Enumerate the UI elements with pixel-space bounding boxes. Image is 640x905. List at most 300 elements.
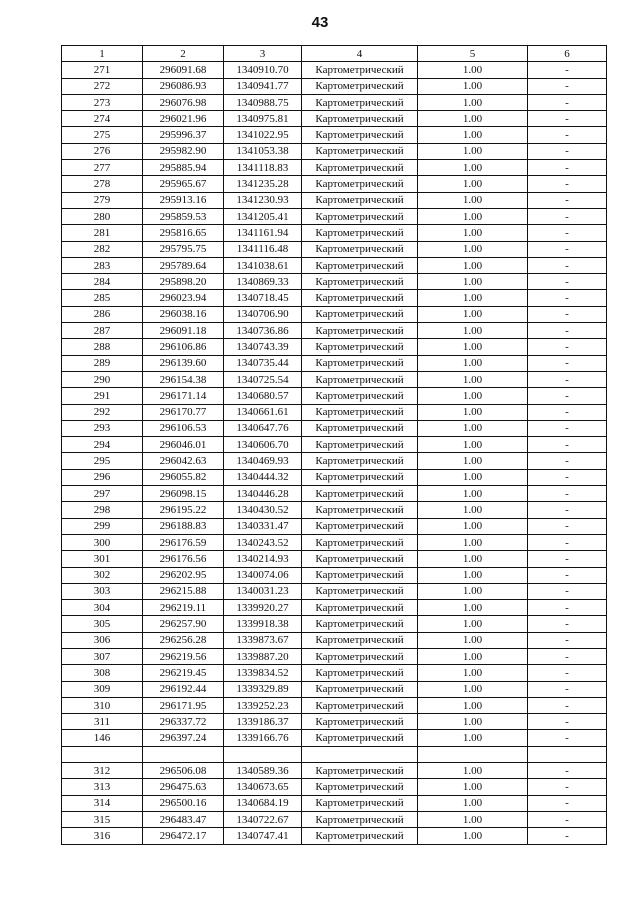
table-cell: 296472.17 [143,828,224,844]
table-row [62,616,607,632]
table-cell: Картометрический [302,795,418,811]
table-row [62,469,607,485]
table-cell: 1340661.61 [224,404,302,420]
table-cell: 296195.22 [143,502,224,518]
table-cell: 309 [62,681,143,697]
table-cell: Картометрический [302,518,418,534]
table-cell: 1340722.67 [224,811,302,827]
table-cell: 287 [62,323,143,339]
table-row [62,62,607,78]
table-cell: 1.00 [418,225,528,241]
table-cell: - [528,78,607,94]
table-cell: 1341038.61 [224,257,302,273]
table-cell: 296076.98 [143,94,224,110]
table-cell: 307 [62,648,143,664]
table-cell: 1.00 [418,632,528,648]
table-cell: - [528,62,607,78]
table-cell: 299 [62,518,143,534]
table-cell: 1.00 [418,453,528,469]
table-cell: 296176.56 [143,551,224,567]
table-cell: 1340718.45 [224,290,302,306]
table-cell: 146 [62,730,143,746]
table-cell: 295789.64 [143,257,224,273]
table-cell: 1.00 [418,306,528,322]
table-cell: 1.00 [418,681,528,697]
table-cell: 285 [62,290,143,306]
table-cell: - [528,257,607,273]
table-cell: 1339329.89 [224,681,302,697]
table-cell: 1.00 [418,78,528,94]
table-cell: 1340941.77 [224,78,302,94]
table-cell: 1.00 [418,143,528,159]
table-cell: 296106.86 [143,339,224,355]
table-row [62,420,607,436]
table-cell: - [528,486,607,502]
table-cell: - [528,437,607,453]
column-header: 2 [143,46,224,62]
table-cell: 1.00 [418,290,528,306]
table-cell: 296106.53 [143,420,224,436]
table-cell: 1.00 [418,779,528,795]
table-cell: 296171.95 [143,697,224,713]
table-cell: 304 [62,600,143,616]
table-cell: Картометрический [302,78,418,94]
table-row [62,78,607,94]
table-cell: 296257.90 [143,616,224,632]
table-cell: 1.00 [418,583,528,599]
table-cell: 296171.14 [143,388,224,404]
table-cell: 271 [62,62,143,78]
table-cell: - [528,469,607,485]
table-row [62,111,607,127]
table-cell: 296176.59 [143,534,224,550]
table-cell: 302 [62,567,143,583]
table-cell: - [528,616,607,632]
table-row [62,518,607,534]
table-cell: Картометрический [302,306,418,322]
table-cell: Картометрический [302,453,418,469]
table-cell: Картометрический [302,828,418,844]
table-cell: Картометрический [302,176,418,192]
table-cell: Картометрический [302,632,418,648]
table-cell: 1339166.76 [224,730,302,746]
table-cell: - [528,453,607,469]
table-cell: 296483.47 [143,811,224,827]
table-cell: 1339920.27 [224,600,302,616]
table-cell: Картометрический [302,355,418,371]
table-cell: 1.00 [418,648,528,664]
table-cell: Картометрический [302,697,418,713]
table-cell: 308 [62,665,143,681]
table-cell: 1340680.57 [224,388,302,404]
table-cell: - [528,94,607,110]
table-row [62,632,607,648]
table-cell: 1339873.67 [224,632,302,648]
table-cell [302,746,418,762]
table-cell: 1.00 [418,551,528,567]
table-cell: 1.00 [418,518,528,534]
table-cell: 296219.56 [143,648,224,664]
table-cell: 1.00 [418,257,528,273]
table-cell: 1340606.70 [224,437,302,453]
table-cell: 1.00 [418,208,528,224]
table-cell: 296337.72 [143,714,224,730]
table-cell: Картометрический [302,779,418,795]
table-cell: - [528,779,607,795]
table-cell: Картометрический [302,469,418,485]
table-cell: 295965.67 [143,176,224,192]
table-cell: - [528,306,607,322]
table-cell: 301 [62,551,143,567]
table-cell: 1.00 [418,600,528,616]
column-header: 3 [224,46,302,62]
table-cell: 274 [62,111,143,127]
table-cell: 1340869.33 [224,274,302,290]
table-cell: 1.00 [418,697,528,713]
table-row [62,746,607,762]
table-cell [528,746,607,762]
table-row [62,339,607,355]
table-cell: 296202.95 [143,567,224,583]
table-cell: - [528,208,607,224]
table-cell [143,746,224,762]
table-cell: 296219.11 [143,600,224,616]
table-cell: 1340214.93 [224,551,302,567]
table-cell: - [528,697,607,713]
table-cell: 1.00 [418,111,528,127]
table-cell: Картометрический [302,274,418,290]
table-cell: 295885.94 [143,160,224,176]
table-cell: 293 [62,420,143,436]
column-header: 6 [528,46,607,62]
table-cell: Картометрический [302,62,418,78]
table-cell: 286 [62,306,143,322]
table-cell: - [528,355,607,371]
table-row [62,534,607,550]
table-cell: 296023.94 [143,290,224,306]
table-row [62,453,607,469]
table-cell: 1340469.93 [224,453,302,469]
table-cell: Картометрический [302,404,418,420]
table-cell: Картометрический [302,502,418,518]
table-cell: 1340031.23 [224,583,302,599]
table-cell: 1340647.76 [224,420,302,436]
table-row [62,323,607,339]
table-cell: Картометрический [302,763,418,779]
table-cell: 296397.24 [143,730,224,746]
table-row [62,665,607,681]
table-cell: 1.00 [418,469,528,485]
table-cell: 1.00 [418,795,528,811]
table-cell [418,746,528,762]
table-cell: 1.00 [418,160,528,176]
table-cell: 314 [62,795,143,811]
table-cell: - [528,681,607,697]
table-cell: - [528,730,607,746]
table-row [62,94,607,110]
table-cell: Картометрический [302,241,418,257]
table-cell: Картометрический [302,665,418,681]
table-cell: 1.00 [418,404,528,420]
table-cell: - [528,241,607,257]
table-cell: - [528,551,607,567]
table-cell: 1340331.47 [224,518,302,534]
table-cell: Картометрический [302,388,418,404]
table-cell: 1341053.38 [224,143,302,159]
table-cell: 1341230.93 [224,192,302,208]
table-cell: 1339186.37 [224,714,302,730]
table-cell: 296042.63 [143,453,224,469]
table-cell: - [528,502,607,518]
table-cell: 275 [62,127,143,143]
table-cell: 296500.16 [143,795,224,811]
table-cell: 298 [62,502,143,518]
table-row [62,714,607,730]
table-cell: Картометрический [302,714,418,730]
table-cell: 1340589.36 [224,763,302,779]
table-cell: Картометрический [302,437,418,453]
table-row [62,355,607,371]
table-cell: 296139.60 [143,355,224,371]
table-cell [62,746,143,762]
table-cell: 1340735.44 [224,355,302,371]
table-cell: 282 [62,241,143,257]
table-cell: 1340706.90 [224,306,302,322]
table-cell: 1.00 [418,192,528,208]
table-cell: 273 [62,94,143,110]
table-cell: 296170.77 [143,404,224,420]
table-cell: Картометрический [302,323,418,339]
table-cell: 1340725.54 [224,371,302,387]
table-cell: - [528,534,607,550]
table-cell: 1340243.52 [224,534,302,550]
table-cell: 295816.65 [143,225,224,241]
table-row [62,192,607,208]
table-row [62,551,607,567]
table-row [62,306,607,322]
table-cell: 296188.83 [143,518,224,534]
table-cell: - [528,339,607,355]
table-row [62,143,607,159]
table-cell: 291 [62,388,143,404]
table-cell: - [528,665,607,681]
table-cell: - [528,567,607,583]
table-cell: Картометрический [302,600,418,616]
table-row [62,241,607,257]
table-cell: 296256.28 [143,632,224,648]
table-cell: 296086.93 [143,78,224,94]
table-cell: - [528,632,607,648]
table-cell: - [528,648,607,664]
table-cell: 1340975.81 [224,111,302,127]
table-cell: - [528,828,607,844]
column-header: 4 [302,46,418,62]
table-cell: 311 [62,714,143,730]
table-cell: 296192.44 [143,681,224,697]
table-cell: - [528,225,607,241]
table-cell: 310 [62,697,143,713]
table-row [62,388,607,404]
table-cell: 1.00 [418,437,528,453]
table-cell: 296046.01 [143,437,224,453]
table-cell: 296154.38 [143,371,224,387]
table-row [62,502,607,518]
table-cell: 1.00 [418,567,528,583]
table-cell: 312 [62,763,143,779]
table-cell: Картометрический [302,111,418,127]
table-cell: - [528,420,607,436]
table-cell: 296091.18 [143,323,224,339]
table-cell: 1.00 [418,811,528,827]
table-cell: 1340684.19 [224,795,302,811]
table-cell: Картометрический [302,290,418,306]
table-cell: - [528,160,607,176]
table-row [62,257,607,273]
table-cell: Картометрический [302,208,418,224]
table-cell: - [528,388,607,404]
table-row [62,225,607,241]
table-row [62,763,607,779]
table-row [62,290,607,306]
table-cell: 1341235.28 [224,176,302,192]
table-cell: 1.00 [418,486,528,502]
table-cell: 1340673.65 [224,779,302,795]
table-cell: 288 [62,339,143,355]
table-row [62,274,607,290]
table-cell: 295898.20 [143,274,224,290]
table-cell: 296021.96 [143,111,224,127]
table-cell: 300 [62,534,143,550]
column-header: 1 [62,46,143,62]
table-cell: 1339834.52 [224,665,302,681]
table-cell: - [528,404,607,420]
table-cell: 1340444.32 [224,469,302,485]
table-cell: 280 [62,208,143,224]
table-cell: 290 [62,371,143,387]
table-cell: - [528,176,607,192]
table-row [62,208,607,224]
table-cell: 1.00 [418,323,528,339]
table-cell: 1340743.39 [224,339,302,355]
table-row [62,371,607,387]
table-cell: 296091.68 [143,62,224,78]
table-cell: 1340910.70 [224,62,302,78]
table-cell: 1.00 [418,714,528,730]
table-cell: 1.00 [418,274,528,290]
table-cell: 279 [62,192,143,208]
table-cell: 296215.88 [143,583,224,599]
table-cell: 1.00 [418,420,528,436]
table-row [62,486,607,502]
table-cell: - [528,111,607,127]
table-cell: 1.00 [418,94,528,110]
table-cell: 1.00 [418,371,528,387]
table-cell: 296055.82 [143,469,224,485]
table-cell: 296475.63 [143,779,224,795]
table-cell: 1.00 [418,62,528,78]
table-cell: Картометрический [302,567,418,583]
table-cell: Картометрический [302,730,418,746]
table-cell: 313 [62,779,143,795]
table-cell: - [528,811,607,827]
table-cell [224,746,302,762]
table-cell: 295982.90 [143,143,224,159]
table-cell: 295795.75 [143,241,224,257]
table-cell: 295996.37 [143,127,224,143]
table-cell: - [528,600,607,616]
table-cell: Картометрический [302,160,418,176]
table-cell: 1.00 [418,730,528,746]
table-cell: - [528,323,607,339]
table-cell: 1341116.48 [224,241,302,257]
table-cell: 1.00 [418,763,528,779]
column-header: 5 [418,46,528,62]
table-cell: 297 [62,486,143,502]
table-cell: Картометрический [302,339,418,355]
table-cell: - [528,518,607,534]
table-row [62,600,607,616]
table-cell: 316 [62,828,143,844]
table-cell: 296038.16 [143,306,224,322]
table-cell: - [528,274,607,290]
table-cell: - [528,763,607,779]
table-cell: 284 [62,274,143,290]
table-row [62,681,607,697]
table-cell: - [528,143,607,159]
table-cell: 305 [62,616,143,632]
table-cell: 283 [62,257,143,273]
table-cell: 295859.53 [143,208,224,224]
table-cell: 278 [62,176,143,192]
table-row [62,697,607,713]
table-row [62,730,607,746]
table-header-row [62,46,607,62]
table-cell: 296098.15 [143,486,224,502]
table-cell: - [528,127,607,143]
table-cell: 277 [62,160,143,176]
table-cell: 1340446.28 [224,486,302,502]
table-row [62,567,607,583]
table-cell: - [528,290,607,306]
table-cell: 1.00 [418,616,528,632]
table-row [62,583,607,599]
table-cell: Картометрический [302,127,418,143]
table-cell: Картометрический [302,371,418,387]
table-cell: 1340747.41 [224,828,302,844]
table-cell: 1340430.52 [224,502,302,518]
table-row [62,437,607,453]
table-row [62,127,607,143]
table-cell: 1.00 [418,355,528,371]
table-cell: Картометрический [302,192,418,208]
table-cell: 272 [62,78,143,94]
table-cell: 1.00 [418,176,528,192]
table-cell: - [528,371,607,387]
table-row [62,795,607,811]
table-cell: 1.00 [418,339,528,355]
table-cell: 1.00 [418,534,528,550]
table-cell: Картометрический [302,551,418,567]
table-row [62,828,607,844]
table-cell: - [528,714,607,730]
table-cell: Картометрический [302,257,418,273]
table-row [62,648,607,664]
table-cell: 303 [62,583,143,599]
page-number: 43 [311,14,329,31]
table-row [62,779,607,795]
table-cell: Картометрический [302,811,418,827]
table-cell: Картометрический [302,94,418,110]
